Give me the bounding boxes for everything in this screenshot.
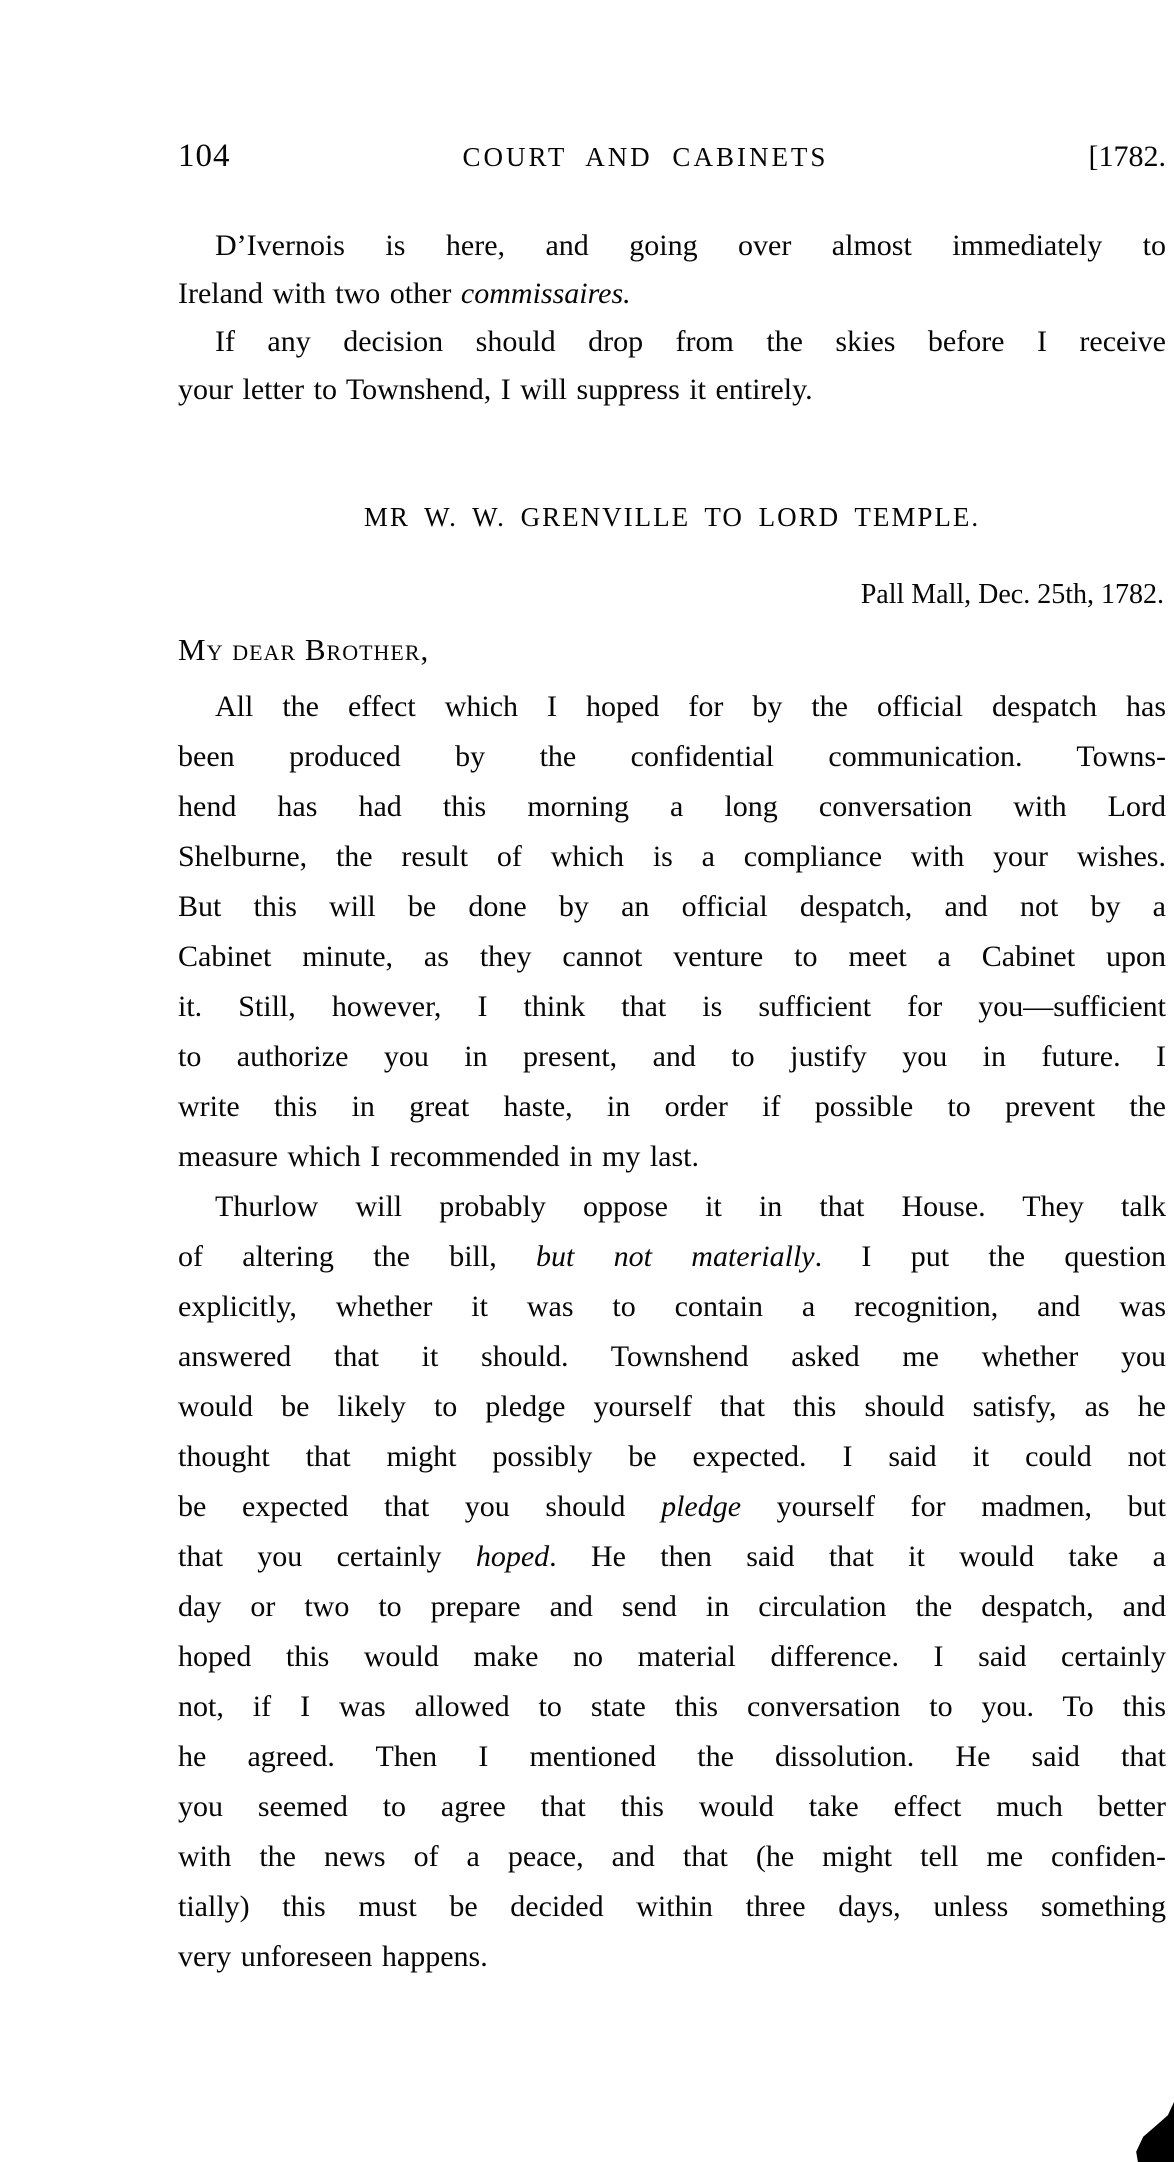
text-segment: very unforeseen happens.: [178, 1940, 488, 1973]
text-segment: your letter to Townshend, I will suppress it entirely.: [178, 373, 813, 406]
text-line: [178, 1932, 1166, 1982]
text-line: [178, 1732, 1166, 1782]
text-line: [178, 1082, 1166, 1132]
text-segment: to authorize you in present, and to justify you in future. I: [178, 1040, 1166, 1073]
text-segment: But this will be done by an official despatch, and not by a: [178, 890, 1166, 923]
text-column: [178, 138, 1166, 1982]
page-number: 104: [178, 138, 231, 174]
text-segment: yourself for madmen, but: [741, 1490, 1166, 1523]
text-line: [178, 682, 1166, 732]
text-segment: hoped: [475, 1540, 550, 1573]
text-segment: it. Still, however, I think that is sufficient for you—sufficient: [178, 990, 1166, 1023]
text-segment: he agreed. Then I mentioned the dissolution. He said that: [178, 1740, 1166, 1773]
text-segment: that you certainly: [178, 1540, 476, 1573]
text-segment: would be likely to pledge yourself that this should satisfy, as he: [178, 1390, 1166, 1423]
running-title: COURT AND CABINETS: [462, 142, 829, 172]
text-line: [178, 1282, 1166, 1332]
text-segment: not, if I was allowed to state this conversation to you. To this: [178, 1690, 1166, 1723]
text-segment: . I put the question: [814, 1240, 1166, 1273]
text-segment: you seemed to agree that this would take effect much better: [178, 1790, 1166, 1823]
text-line: [178, 1132, 1166, 1182]
text-line: [178, 1332, 1166, 1382]
intro-paragraphs: [178, 222, 1166, 414]
paragraph: [178, 682, 1166, 1182]
text-segment: write this in great haste, in order if possible to prevent the: [178, 1090, 1166, 1123]
text-line: [178, 1782, 1166, 1832]
text-line: [178, 1832, 1166, 1882]
text-line: [178, 732, 1166, 782]
paragraph: [178, 1182, 1166, 1982]
text-line: [178, 1232, 1166, 1282]
text-line: [178, 1432, 1166, 1482]
text-line: [178, 1882, 1166, 1932]
text-segment: but not materially: [536, 1240, 815, 1273]
text-segment: D’Ivernois is here, and going over almost immediately to: [215, 229, 1166, 262]
letter-heading: MR W. W. GRENVILLE TO LORD TEMPLE.: [363, 502, 981, 532]
text-segment: hend has had this morning a long conversation with Lord: [178, 790, 1166, 823]
letter-body: [178, 682, 1166, 1982]
letter-dateline: Pall Mall, Dec. 25th, 1782.: [860, 579, 1164, 610]
text-line: [178, 270, 1166, 318]
text-segment: explicitly, whether it was to contain a recognition, and was: [178, 1290, 1166, 1323]
text-segment: If any decision should drop from the skies before I receive: [215, 325, 1166, 358]
paragraph: [178, 222, 1166, 318]
year-marker: [1782.: [1088, 140, 1166, 173]
text-segment: Thurlow will probably oppose it in that House. They talk: [215, 1190, 1166, 1223]
text-line: [178, 782, 1166, 832]
text-segment: thought that might possibly be expected. I said it could not: [178, 1440, 1166, 1473]
text-segment: be expected that you should: [178, 1490, 662, 1523]
text-segment: rother,: [326, 632, 430, 667]
scan-artifact-corner: [1130, 2102, 1174, 2162]
text-line: [178, 1532, 1166, 1582]
letter-salutation: [178, 630, 1166, 670]
running-header: [178, 138, 1166, 178]
text-line: [178, 1182, 1166, 1232]
text-line: [178, 1482, 1166, 1532]
text-line: [178, 318, 1166, 366]
text-line: [178, 1632, 1166, 1682]
text-line: [178, 1382, 1166, 1432]
text-line: [178, 222, 1166, 270]
text-segment: with the news of a peace, and that (he might tell me confiden-: [178, 1840, 1166, 1873]
text-segment: been produced by the confidential communication. Towns-: [178, 740, 1166, 773]
text-segment: commissaires.: [460, 277, 631, 310]
text-segment: All the effect which I hoped for by the official despatch has: [215, 690, 1166, 723]
text-segment: pledge: [661, 1490, 742, 1523]
text-segment: Cabinet minute, as they cannot venture to meet a Cabinet upon: [178, 940, 1166, 973]
text-line: [178, 366, 1166, 414]
text-segment: . He then said that it would take a: [549, 1540, 1166, 1573]
text-line: [178, 882, 1166, 932]
text-line: [178, 832, 1166, 882]
text-segment: M: [178, 632, 207, 667]
text-line: [178, 932, 1166, 982]
text-line: [178, 1582, 1166, 1632]
text-segment: answered that it should. Townshend asked me whether you: [178, 1340, 1166, 1373]
text-segment: hoped this would make no material difference. I said certainly: [178, 1640, 1166, 1673]
text-line: [178, 1682, 1166, 1732]
text-line: [178, 982, 1166, 1032]
text-segment: measure which I recommended in my last.: [178, 1140, 700, 1173]
text-segment: of altering the bill,: [178, 1240, 537, 1273]
text-segment: day or two to prepare and send in circulation the despatch, and: [178, 1590, 1166, 1623]
text-line: [178, 1032, 1166, 1082]
text-segment: Ireland with two other: [178, 277, 461, 310]
paragraph: [178, 318, 1166, 414]
text-segment: B: [304, 632, 327, 667]
text-segment: tially) this must be decided within three days, unless something: [178, 1890, 1166, 1923]
text-segment: Shelburne, the result of which is a compliance with your wishes.: [178, 840, 1166, 873]
text-segment: y dear: [206, 632, 305, 667]
